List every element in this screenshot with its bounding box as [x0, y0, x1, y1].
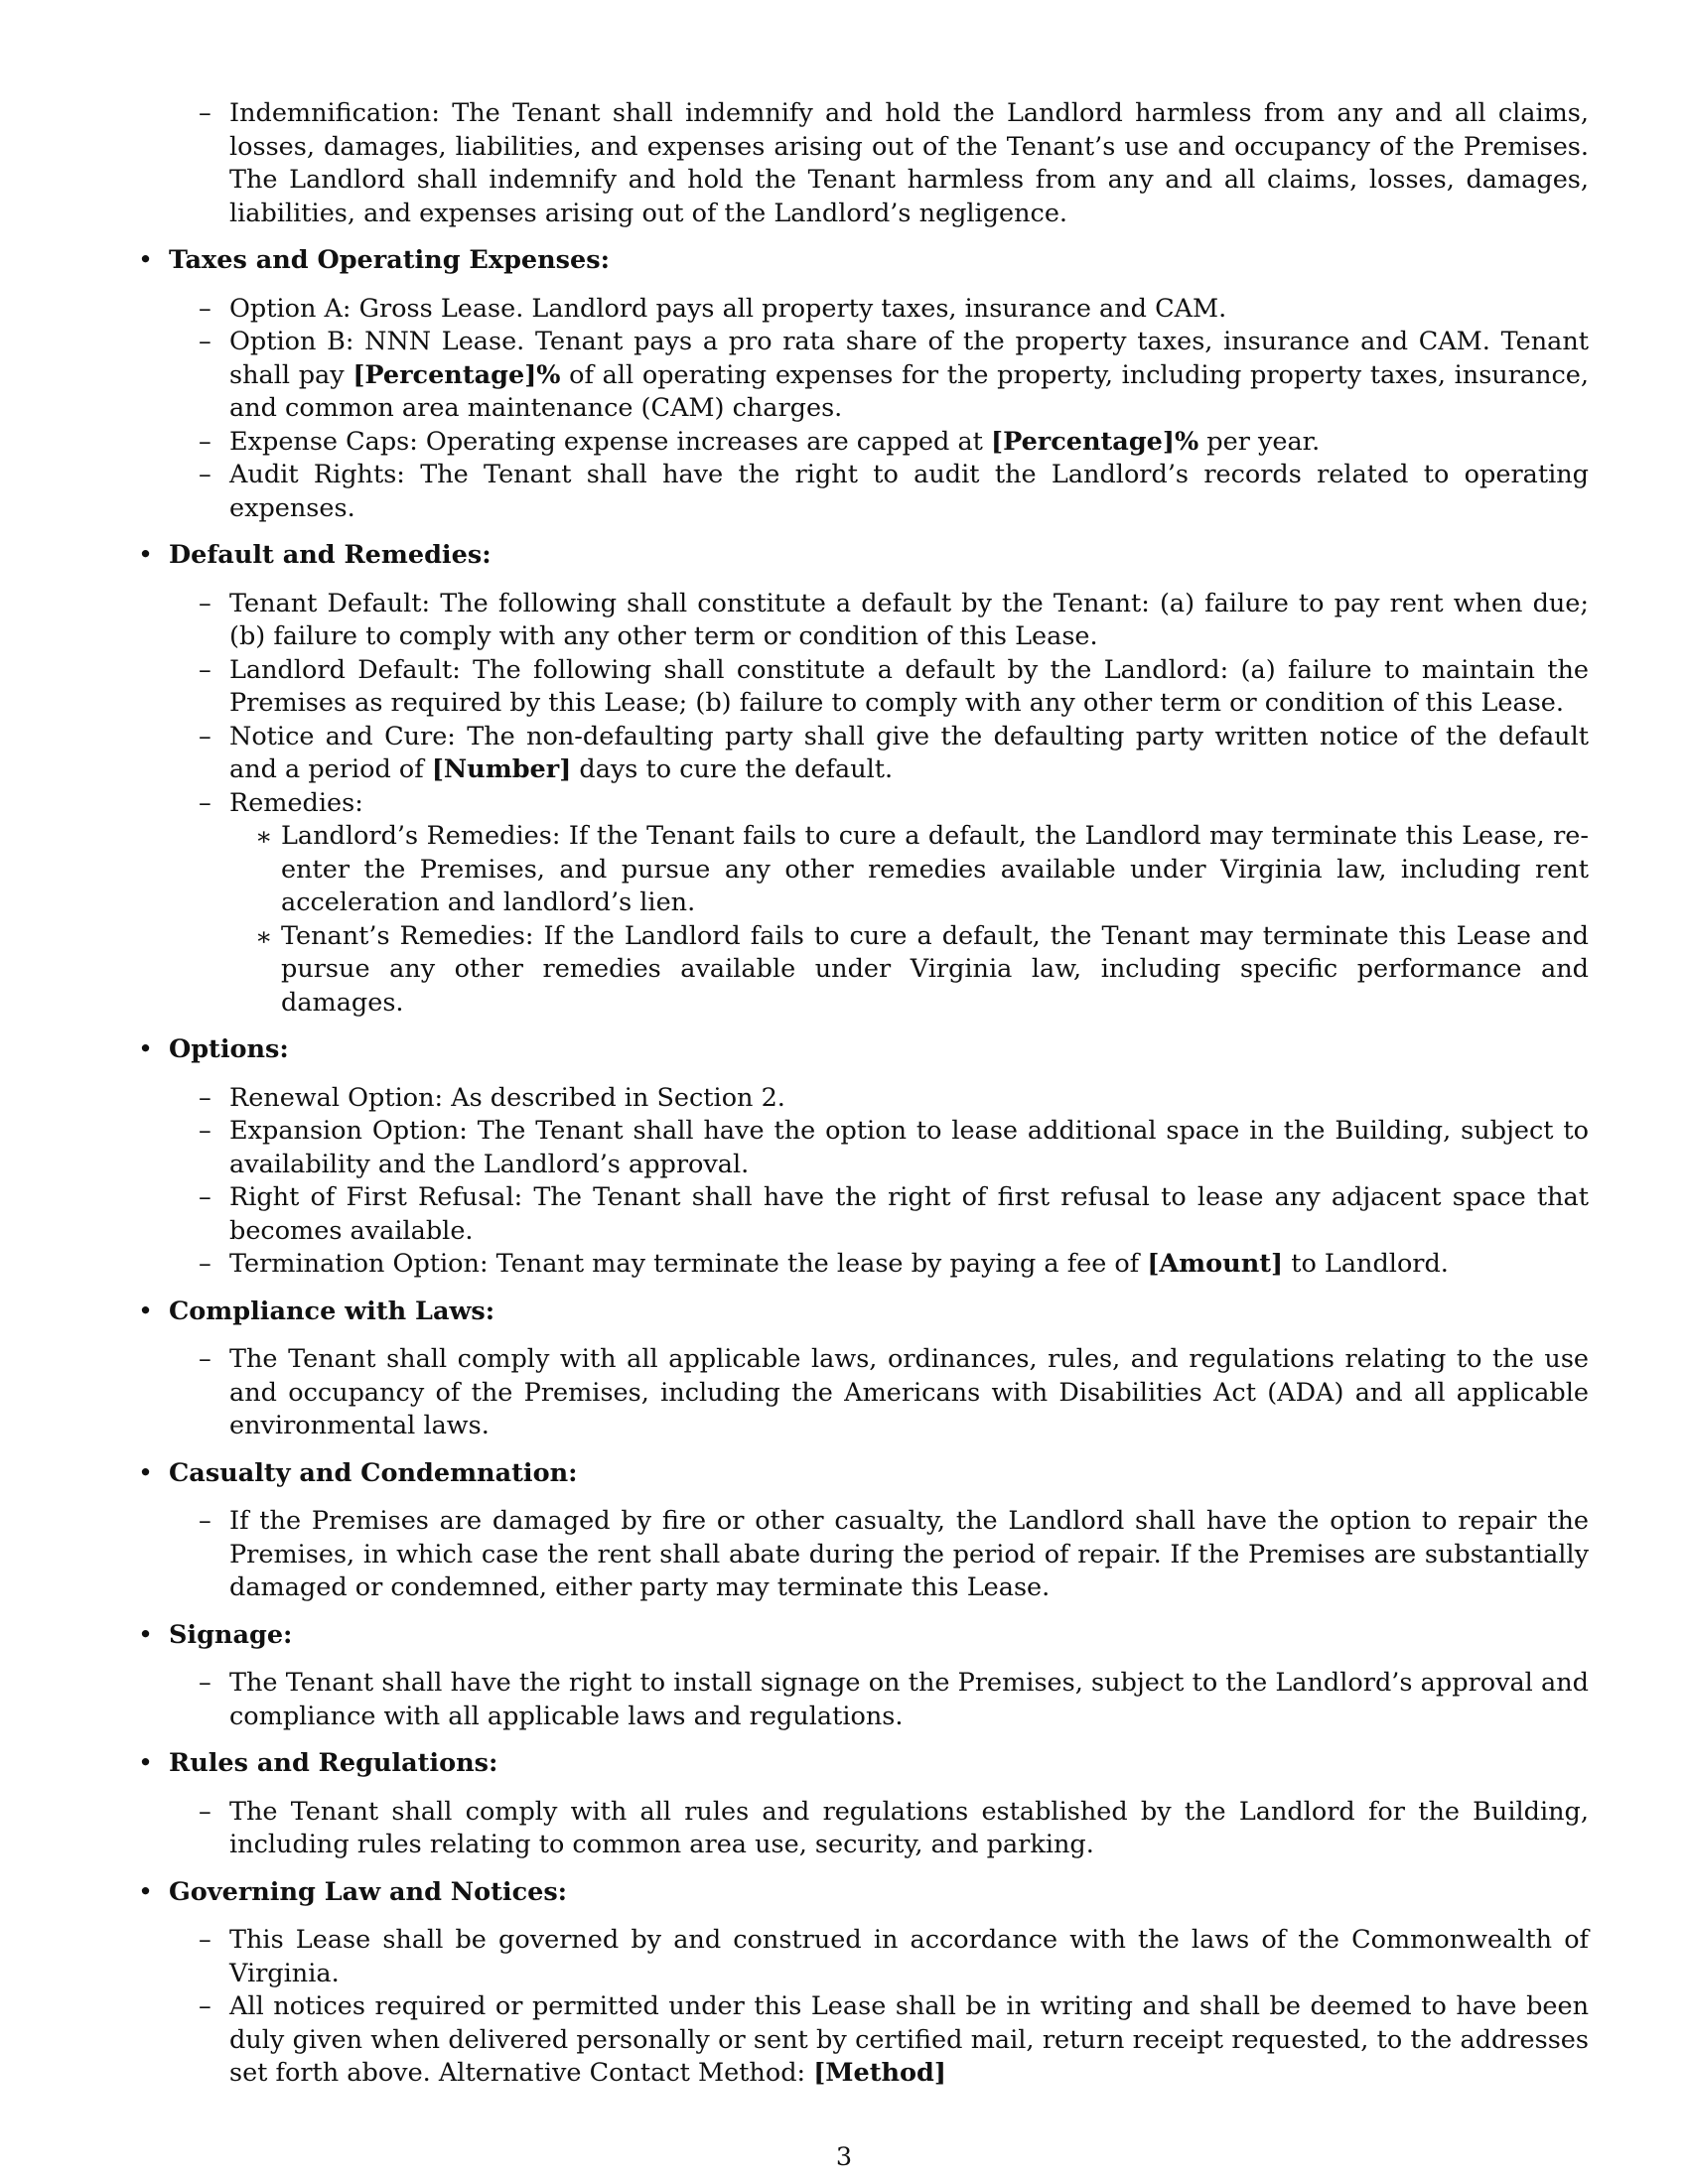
section-heading: Rules and Regulations: — [169, 1748, 498, 1778]
dash-marker: – — [199, 293, 211, 324]
dash-marker: – — [199, 460, 211, 489]
clause-item — [169, 1924, 1589, 1990]
clause-text: The Tenant shall have the right to install signage on the Premises, subject to the Landlord’s approval and compliance with all applicable laws and regulations. — [229, 1668, 1589, 1731]
clause-item — [169, 1248, 1589, 1282]
clause-item — [169, 1796, 1589, 1862]
indemnification-item — [139, 97, 1589, 230]
clause-text: Tenant Default: The following shall constitute a default by the Tenant: (a) failure to pay rent when due; (b) failure to comply with any other term or condition of this Lease. — [229, 588, 1589, 651]
clause-text: Audit Rights: The Tenant shall have the right to audit the Landlord’s records related to operating expenses. — [229, 460, 1589, 523]
section-items — [169, 1667, 1589, 1733]
dash-marker: – — [199, 787, 211, 818]
indemnification-text: Indemnification: The Tenant shall indemnify and hold the Landlord harmless from any and all claims, losses, damages, liabilities, and expenses arising out of the Tenant’s use and occupancy of the Premises. The Landlord shall indemnify and hold the Tenant harmless from any and all claims, losses, damages, liabilities, and expenses arising out of the Landlord’s negligence. — [229, 98, 1589, 228]
section-1 — [139, 539, 1589, 1020]
dash-marker: – — [199, 1991, 211, 2021]
section-heading: Taxes and Operating Expenses: — [169, 245, 611, 275]
dash-marker: – — [199, 1925, 211, 1955]
placeholder-field: [Percentage]% — [352, 359, 561, 390]
section-6 — [139, 1747, 1589, 1862]
bullet-marker: • — [138, 1457, 154, 1488]
section-heading: Governing Law and Notices: — [169, 1876, 568, 1907]
section-items — [169, 1505, 1589, 1605]
dash-marker: – — [199, 654, 211, 685]
clause-text: Expansion Option: The Tenant shall have the option to lease additional space in the Building, subject to availability and the Landlord’s approval. — [229, 1116, 1589, 1179]
section-items — [169, 293, 1589, 526]
placeholder-field: [Percentage]% — [991, 426, 1199, 457]
clause-item — [169, 293, 1589, 327]
clause-item — [169, 787, 1589, 1021]
subclause-item — [229, 820, 1589, 920]
dash-marker: – — [199, 1344, 211, 1374]
dash-marker: – — [199, 588, 211, 618]
subclause-item — [229, 920, 1589, 1021]
clause-text: If the Premises are damaged by fire or other casualty, the Landlord shall have the option to repair the Premises, in which case the rent shall abate during the period of repair. If the Premises are substantially damaged or condemned, either party may terminate this Lease. — [229, 1506, 1589, 1602]
clause-item — [169, 426, 1589, 460]
star-marker: ∗ — [255, 921, 273, 952]
section-4 — [139, 1457, 1589, 1605]
clause-text: per year. — [1198, 426, 1321, 457]
clause-item — [169, 721, 1589, 787]
clause-item — [169, 1181, 1589, 1248]
star-marker: ∗ — [255, 822, 273, 852]
clause-item — [169, 1990, 1589, 2091]
section-heading: Casualty and Condemnation: — [169, 1457, 578, 1488]
section-3 — [139, 1296, 1589, 1443]
bullet-marker: • — [138, 1034, 154, 1064]
section-2 — [139, 1033, 1589, 1282]
clause-text: Notice and Cure: The non-defaulting party shall give the defaulting party written notice of the default and a period of — [229, 721, 1589, 784]
clause-text: days to cure the default. — [571, 754, 894, 784]
dash-marker: – — [199, 426, 211, 457]
bullet-marker: • — [138, 1748, 154, 1778]
dash-marker: – — [199, 1116, 211, 1146]
clause-text: Remedies: — [229, 787, 363, 818]
dash-marker: – — [199, 1182, 211, 1212]
clause-text: This Lease shall be governed by and construed in accordance with the laws of the Commonwealth of Virginia. — [229, 1925, 1589, 1988]
section-heading: Compliance with Laws: — [169, 1296, 495, 1326]
dash-marker: – — [199, 1796, 211, 1827]
bullet-marker: • — [138, 245, 154, 275]
clause-item — [169, 1343, 1589, 1443]
clause-item — [169, 1667, 1589, 1733]
placeholder-field: [Amount] — [1147, 1249, 1284, 1279]
section-items — [169, 1082, 1589, 1282]
dash-marker: – — [199, 1668, 211, 1698]
section-0 — [139, 244, 1589, 525]
clause-item — [169, 1505, 1589, 1605]
dash-marker: – — [199, 1506, 211, 1536]
document-body — [139, 97, 1589, 2091]
section-heading: Signage: — [169, 1619, 293, 1650]
clause-item — [169, 1115, 1589, 1181]
dash-marker: – — [199, 1249, 211, 1279]
subclause-text: Tenant’s Remedies: If the Landlord fails to cure a default, the Tenant may terminate this Lease and pursue any other remedies available under Virginia law, including specific performance and damages. — [281, 920, 1589, 1018]
clause-text: All notices required or permitted under this Lease shall be in writing and shall be deemed to have been duly given when delivered personally or sent by certified mail, return receipt requested, to the addresses set forth above. Alternative Contact Method: — [229, 1991, 1589, 2088]
clause-text: Right of First Refusal: The Tenant shall have the right of first refusal to lease any adjacent space that becomes available. — [229, 1182, 1589, 1246]
page-number: 3 — [835, 2142, 853, 2172]
clause-item — [169, 588, 1589, 654]
section-heading: Default and Remedies: — [169, 540, 492, 570]
clause-item — [169, 326, 1589, 426]
clause-text: to Landlord. — [1283, 1249, 1449, 1279]
bullet-marker: • — [138, 540, 154, 570]
clause-text: Option B: NNN Lease. Tenant pays a pro rata share of the property taxes, insurance and CAM. Tenant shall pay — [229, 327, 1589, 390]
clause-text: Option A: Gross Lease. Landlord pays all property taxes, insurance and CAM. — [229, 293, 1227, 324]
clause-text: The Tenant shall comply with all applicable laws, ordinances, rules, and regulations relating to the use and occupancy of the Premises, including the Americans with Disabilities Act (ADA) and all applicable environmental laws. — [229, 1344, 1589, 1440]
clause-text: Termination Option: Tenant may terminate the lease by paying a fee of — [229, 1249, 1148, 1279]
dash-marker: – — [199, 327, 211, 356]
clause-item — [169, 1082, 1589, 1116]
clause-item — [169, 459, 1589, 525]
section-items — [169, 588, 1589, 1021]
clause-text: The Tenant shall comply with all rules and regulations established by the Landlord for the Building, including rules relating to common area use, security, and parking. — [229, 1796, 1589, 1859]
bullet-marker: • — [138, 1619, 154, 1650]
clause-item — [169, 654, 1589, 721]
section-7 — [139, 1876, 1589, 2091]
clause-text: Landlord Default: The following shall constitute a default by the Landlord: (a) failure to maintain the Premises as required by this Lease; (b) failure to comply with any other term or condition of this Lease. — [229, 654, 1589, 718]
section-items — [169, 1924, 1589, 2091]
clause-text: of all operating expenses for the property, including property taxes, insurance, and common area maintenance (CAM) charges. — [229, 359, 1590, 423]
section-items — [169, 1796, 1589, 1862]
placeholder-field: [Number] — [431, 754, 572, 784]
subclause-text: Landlord’s Remedies: If the Tenant fails to cure a default, the Landlord may terminate this Lease, re-enter the Premises, and pursue any other remedies available under Virginia law, including rent acceleration and landlord’s lien. — [281, 821, 1589, 917]
dash-marker: – — [199, 1082, 211, 1113]
bullet-marker: • — [138, 1876, 154, 1907]
dash-marker: – — [199, 98, 211, 128]
section-items — [169, 1343, 1589, 1443]
section-list — [139, 244, 1589, 2091]
clause-text: Expense Caps: Operating expense increases are capped at — [229, 426, 992, 457]
dash-marker: – — [199, 721, 211, 751]
subclause-list — [229, 820, 1589, 1020]
section-heading: Options: — [169, 1034, 289, 1064]
clause-text: Renewal Option: As described in Section 2. — [229, 1082, 785, 1113]
placeholder-field: [Method] — [813, 2058, 946, 2088]
section-5 — [139, 1619, 1589, 1734]
bullet-marker: • — [138, 1296, 154, 1326]
